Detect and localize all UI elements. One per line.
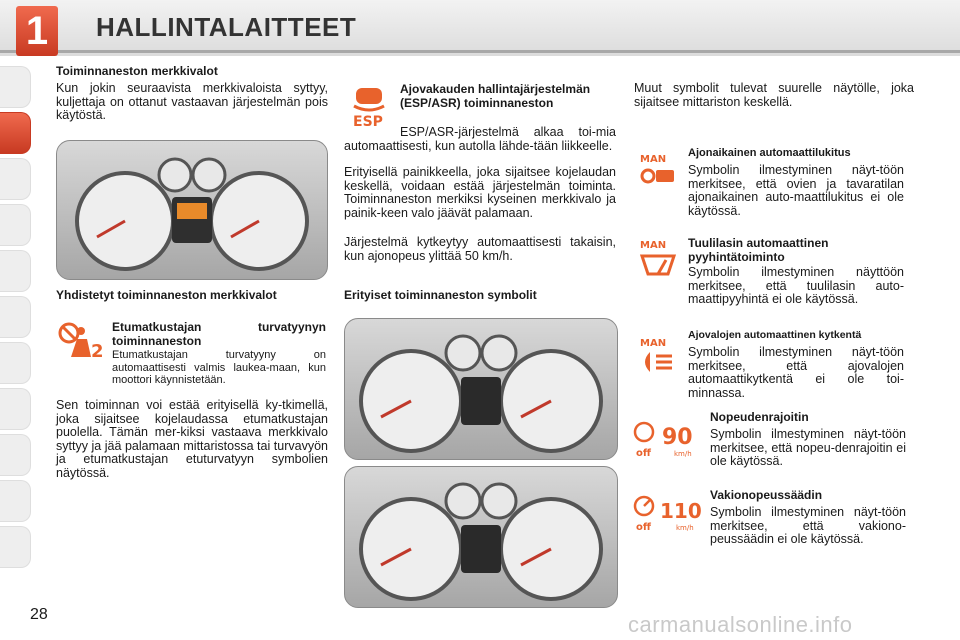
wiper-title: Tuulilasin automaattinen pyyhintätoiminto: [688, 236, 829, 264]
esp-paragraph-3: Järjestelmä kytkeytyy automaattisesti takaisin, kun ajonopeus ylittää 50 km/h.: [344, 235, 616, 263]
esp-icon: [348, 84, 390, 128]
page-number: 28: [30, 606, 48, 623]
section-heading: Toiminnaneston merkkivalot: [56, 64, 218, 78]
chapter-tab[interactable]: [0, 66, 31, 108]
chapter-tab[interactable]: [0, 480, 31, 522]
speed-limiter-unit: km/h: [674, 450, 692, 458]
col3-intro: Muut symbolit tulevat suurelle näytölle, joka sijaitsee mittariston keskellä.: [634, 81, 914, 109]
chapter-tab[interactable]: [0, 204, 31, 246]
header-divider: [0, 50, 960, 53]
esp-paragraph-1: ESP/ASR-järjestelmä alkaa toi-mia automaattisesti, kun autolla lähde-tään liikkeelle.: [344, 125, 616, 153]
page-title: HALLINTALAITTEET: [96, 12, 357, 42]
cruise-control-title: Vakionopeussäädin: [710, 488, 823, 502]
esp-title: Ajovakauden hallintajärjestelmän (ESP/ASR) toiminnaneston: [400, 82, 591, 110]
instrument-cluster-image: [56, 140, 328, 280]
auto-wiper-off-icon: [636, 238, 680, 278]
watermark: carmanualsonline.info: [628, 612, 853, 637]
cruise-control-unit: km/h: [676, 524, 694, 532]
speed-limiter-off-icon: [632, 418, 702, 460]
auto-lock-body: Symbolin ilmestyminen näyt-töön merkitsee, että ovien ja tavaratilan ajonaikainen auto-maattilukitus ei ole käytössä.: [688, 163, 904, 218]
headlights-icon-text: MAN: [640, 338, 667, 349]
chapter-tab[interactable]: [0, 434, 31, 476]
speed-limiter-value: 90: [662, 425, 693, 450]
headlights-body: Symbolin ilmestyminen näyt-töön merkitsee, että ajovalojen automaattikytkentä ei ole toi-minnassa.: [688, 345, 904, 400]
cruise-control-off-label: off: [636, 522, 651, 533]
chapter-tab[interactable]: [0, 388, 31, 430]
instrument-cluster-image-bottom: [344, 466, 618, 608]
wiper-body: Symbolin ilmestyminen näyttöön merkitsee, että tuulilasin auto-maattipyyhintä ei ole käytössä.: [688, 265, 904, 306]
special-symbols-heading: Erityiset toiminnaneston symbolit: [344, 288, 537, 302]
esp-paragraph-2: Erityisellä painikkeella, joka sijaitsee kojelaudan keskellä, voidaan estää järjestelmän toiminta. Toiminnaneston merkiksi kyseinen merkkivalo ja painik-keen valo jäävät palamaan.: [344, 165, 616, 220]
airbag-title: Etumatkustajan turvatyynyn toiminnaneston: [112, 320, 326, 348]
esp-label: ESP: [353, 114, 383, 128]
cruise-control-value: 110: [660, 499, 702, 523]
chapter-tab[interactable]: [0, 250, 31, 292]
instrument-cluster-image-top: [344, 318, 618, 460]
airbag-number: 2: [91, 341, 104, 361]
chapter-tab[interactable]: [0, 342, 31, 384]
cruise-control-off-icon: [632, 492, 704, 534]
airbag-body: Etumatkustajan turvatyyny on automaattisesti valmis laukea-maan, kun moottori käynnistetään.: [112, 349, 326, 386]
intro-text: Kun jokin seuraavista merkkivaloista syttyy, kuljettaja on ottanut vastaavan järjestelmän pois käytöstä.: [56, 81, 328, 122]
speed-limiter-body: Symbolin ilmestyminen näyt-töön merkitsee, että nopeu-denrajoitin ei ole käytössä.: [710, 427, 906, 468]
auto-headlights-off-icon: [636, 336, 680, 376]
speed-limiter-off-label: off: [636, 448, 651, 459]
chapter-tab-active[interactable]: [0, 112, 31, 154]
cruise-control-body: Symbolin ilmestyminen näyt-töön merkitsee, että vakiono-peussäädin ei ole käytössä.: [710, 505, 906, 546]
airbag-body-block: [112, 349, 326, 387]
auto-lock-off-icon: [636, 150, 680, 190]
combined-heading: Yhdistetyt toiminnaneston merkkivalot: [56, 288, 277, 302]
chapter-tab[interactable]: [0, 296, 31, 338]
passenger-airbag-off-icon: [56, 320, 106, 362]
auto-lock-title: Ajonaikainen automaattilukitus: [688, 147, 851, 159]
auto-lock-icon-text: MAN: [640, 154, 667, 165]
airbag-paragraph: Sen toiminnan voi estää erityisellä ky-tkimellä, joka sijaitsee kojelaudassa etumatkustajan puolella. Tämän mer-kiksi vastaava merkkivalo syttyy ja jää palamaan mittaristossa tai turvavyön ja etumatkustajan etuturvatyyn symbolien näytössä.: [56, 398, 328, 480]
chapter-number: 1: [16, 6, 58, 56]
headlights-title: Ajovalojen automaattinen kytkentä: [688, 329, 862, 341]
chapter-tab[interactable]: [0, 158, 31, 200]
speed-limiter-title: Nopeudenrajoitin: [710, 410, 809, 424]
wiper-icon-text: MAN: [640, 240, 667, 251]
chapter-tabs: [0, 66, 34, 572]
chapter-tab[interactable]: [0, 526, 31, 568]
